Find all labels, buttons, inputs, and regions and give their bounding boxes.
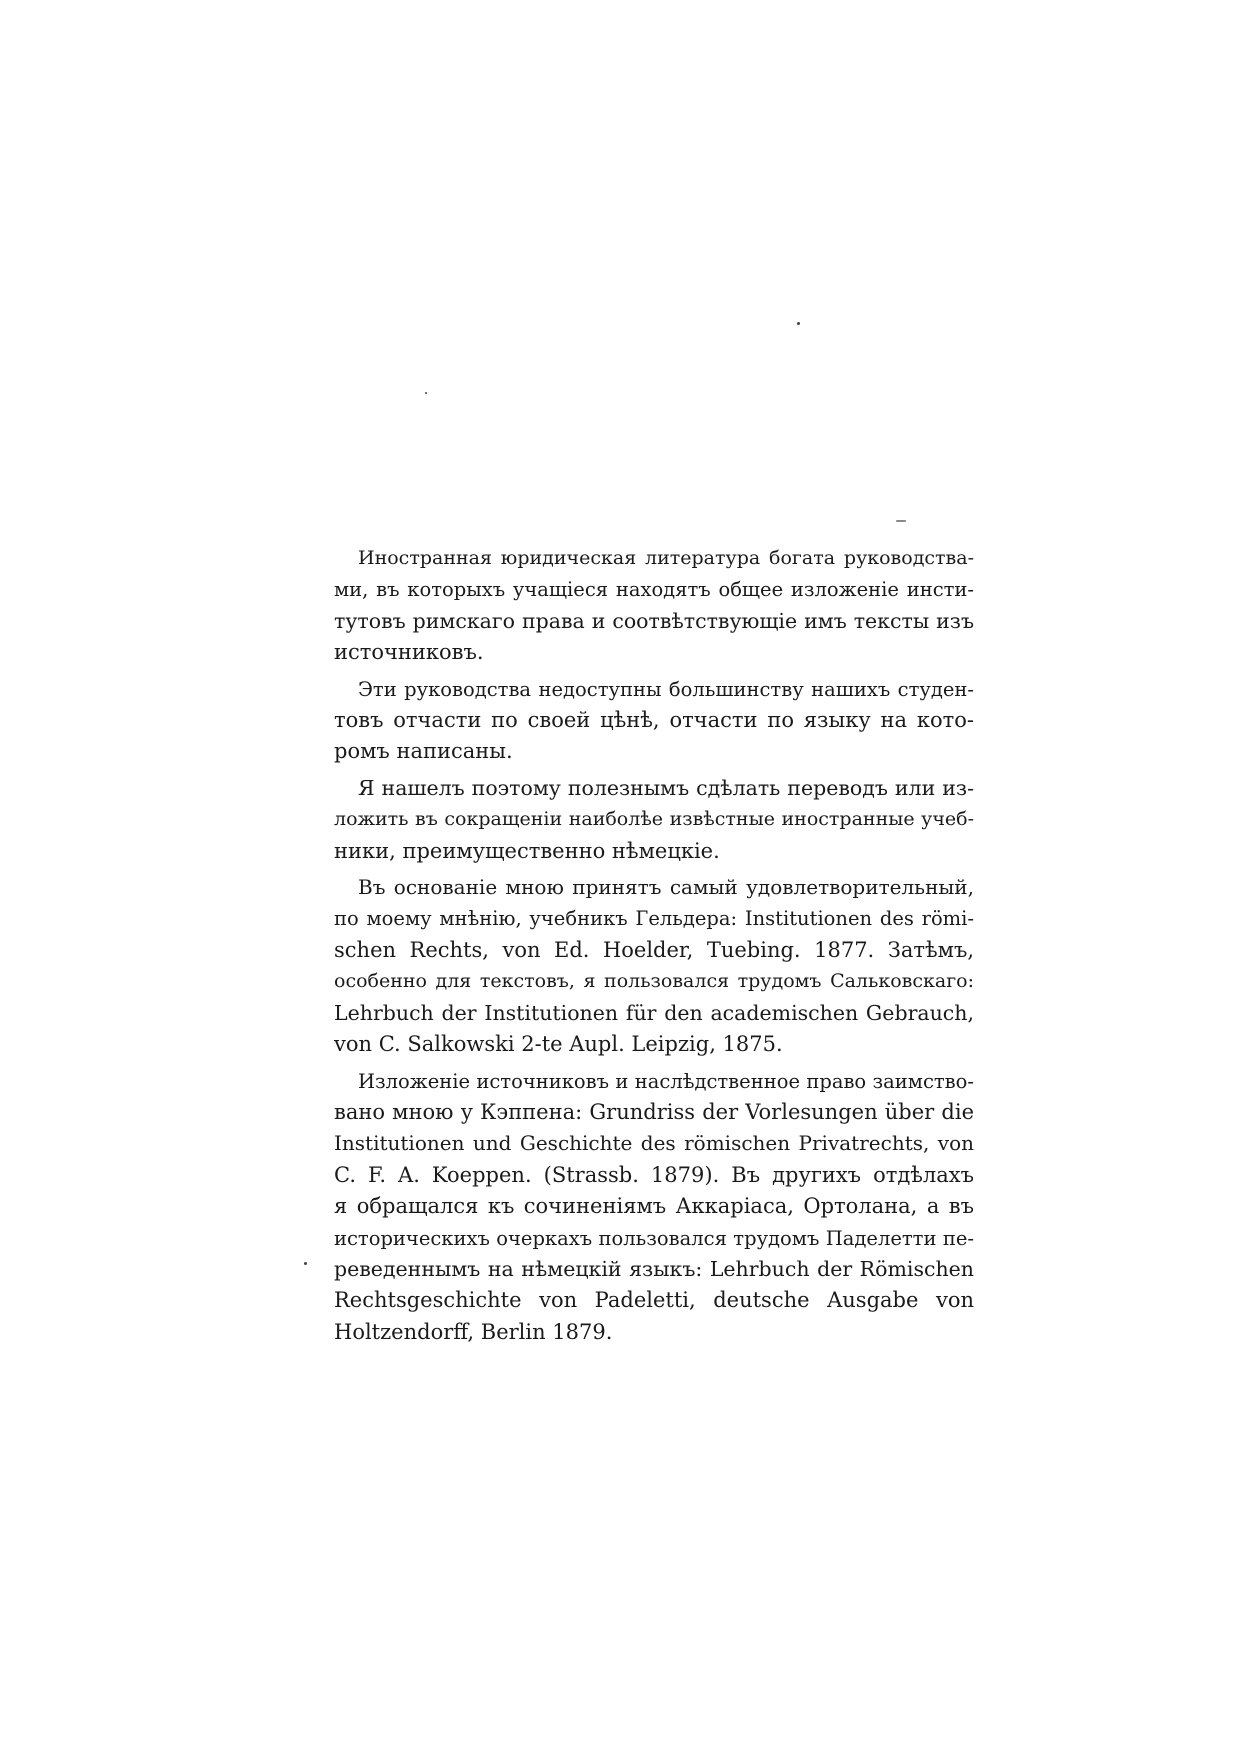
text-line: ложить въ сокращеніи наиболѣе извѣстные иностранные учеб- [334, 808, 974, 831]
print-speck [425, 392, 427, 394]
print-speck [304, 1262, 307, 1265]
paragraph-5 [334, 1066, 974, 1349]
text-line: Въ основаніе мною принятъ самый удовлетворительный, [358, 875, 974, 900]
text-line: Я нашелъ поэтому полезнымъ сдѣлать переводъ или из- [358, 775, 974, 800]
text-line: Lehrbuch der Institutionen für den academischen Gebrauch, [334, 1000, 974, 1025]
paragraph-3 [334, 773, 974, 867]
text-line: я обращался къ сочиненіямъ Аккаріаса, Ортолана, а въ [334, 1194, 974, 1219]
text-line: по моему мнѣнію, учебникъ Гельдера: Institutionen des römi- [334, 907, 974, 931]
text-line: реведеннымъ на нѣмецкій языкъ: Lehrbuch der Römischen [334, 1256, 974, 1281]
text-line: Holtzendorff, Berlin 1879. [334, 1319, 613, 1344]
text-line: товъ отчасти по своей цѣнѣ, отчасти по языку на кото- [334, 708, 974, 733]
paragraph-2 [334, 674, 974, 768]
text-line: Изложеніе источниковъ и наслѣдственное право заимство- [358, 1069, 974, 1093]
text-line: вано мною у Кэппена: Grundriss der Vorlesungen über die [334, 1099, 974, 1124]
print-speck [896, 520, 906, 522]
text-line: ники, преимущественно нѣмецкіе. [334, 838, 720, 863]
text-line: Эти руководства недоступны большинству нашихъ студен- [358, 677, 974, 701]
text-line: ромъ написаны. [334, 739, 513, 764]
text-line: тутовъ римскаго права и соотвѣтствующіе имъ тексты изъ [334, 608, 974, 633]
text-line: Institutionen und Geschichte des römischen Privatrechts, von [334, 1131, 974, 1156]
paragraph-4 [334, 872, 974, 1060]
text-line: источниковъ. [334, 640, 484, 665]
text-line: Иностранная юридическая литература богата руководства- [358, 547, 974, 569]
text-line: особенно для текстовъ, я пользовался трудомъ Сальковскаго: [334, 970, 974, 993]
text-line: von C. Salkowski 2-te Aupl. Leipzig, 1875. [334, 1032, 783, 1057]
text-line: C. F. A. Koeppen. (Strassb. 1879). Въ другихъ отдѣлахъ [334, 1162, 974, 1187]
print-speck [797, 322, 800, 325]
paragraph-1 [334, 543, 974, 669]
text-line: историческихъ очеркахъ пользовался трудомъ Паделетти пе- [334, 1226, 974, 1250]
text-line: Rechtsgeschichte von Padeletti, deutsche Ausgabe von [334, 1288, 974, 1313]
text-line: ми, въ которыхъ учащіеся находятъ общее изложеніе инсти- [334, 578, 974, 602]
text-line: schen Rechts, von Ed. Hoelder, Tuebing. 1877. Затѣмъ, [334, 937, 974, 962]
preface-text [334, 543, 974, 1353]
